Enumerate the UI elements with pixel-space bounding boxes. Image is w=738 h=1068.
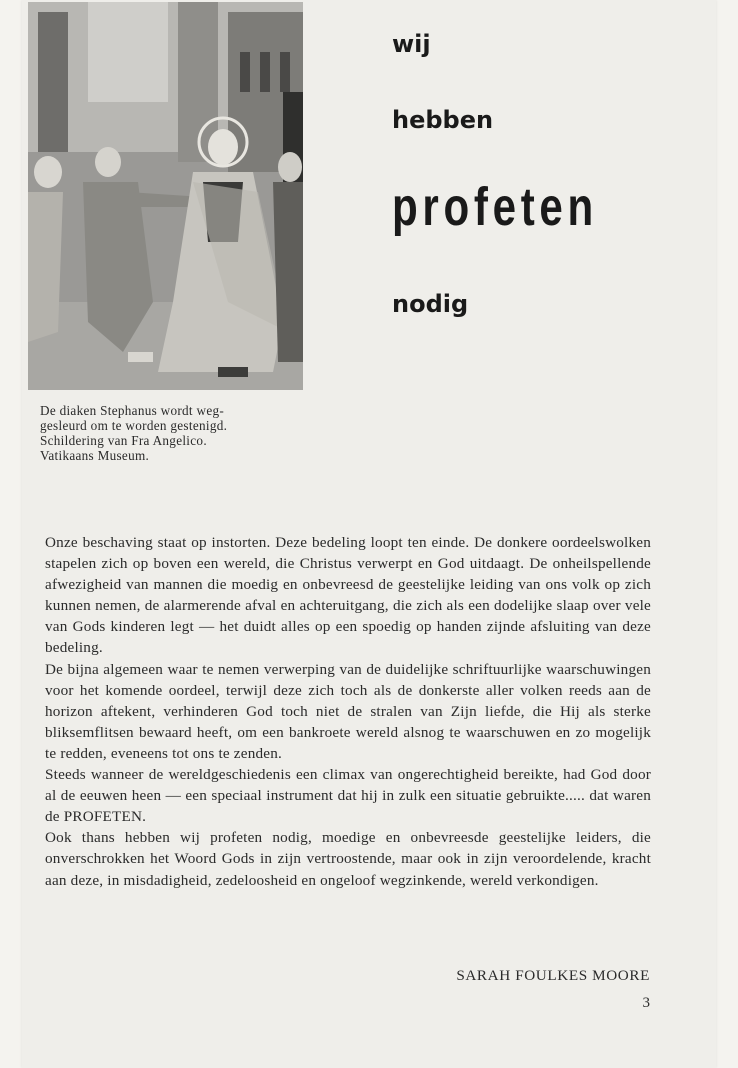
page-number: 3 [642,995,650,1011]
painting-illustration [28,2,303,390]
caption-line: De diaken Stephanus wordt weg- [40,403,225,418]
paragraph: De bijna algemeen waar te nemen verwerping van de duidelijke schriftuurlijke waarschuwingen voor het komende oordeel, terwijl deze zich toch als de donkerste aller volken reeds aan de horizon aftekent, verhinderen God toch niet de stralen van Zijn liefde, die Hij als sterke bliksemflitsen bewaard heeft, om een bankroete wereld alsnog te waarschuwen en zo mogelijk te redden, eveneens tot ons te zenden. [45,660,651,762]
title-word-hebben: hebben [392,106,494,134]
title-word-wij: wij [392,30,431,58]
caption-line: Vatikaans Museum. [40,448,150,463]
paragraph: Onze beschaving staat op instorten. Deze bedeling loopt ten einde. De donkere oordeelswolken stapelen zich op boven een wereld, die Christus verwerpt en God uitdaagt. De onheilspellende afwezigheid van mannen die moedig en onbevreesd de geestelijke leiding van ons volk op zich kunnen nemen, de alarmerende afval en achteruitgang, die zich als een dodelijke slaap over vele van Gods kinderen legt — het duidt alles op een spoedig op handen zijnde afsluiting van deze bedeling. [45,534,651,657]
title-word-profeten: profeten [392,177,598,237]
article-body [45,532,651,891]
caption-line: Schildering van Fra Angelico. [40,433,207,448]
painting-caption [40,403,340,463]
caption-line: gesleurd om te worden gestenigd. [40,418,228,433]
paragraph: Steeds wanneer de wereldgeschiedenis een climax van ongerechtigheid bereikte, had God door al de eeuwen heen — een speciaal instrument dat hij in zulk een situatie gebruikte..... dat waren de PROFETEN. [45,766,651,826]
title-word-nodig: nodig [392,290,469,318]
author-name: SARAH FOULKES MOORE [456,967,650,984]
paragraph: Ook thans hebben wij profeten nodig, moedige en onbevreesde geestelijke leiders, die onverschrokken het Woord Gods in zijn vertroostende, maar ook in zijn veroordelende, kracht aan deze, in misdadigheid, zedeloosheid en ongeloof wegzinkende, wereld verkondigen. [45,829,651,889]
